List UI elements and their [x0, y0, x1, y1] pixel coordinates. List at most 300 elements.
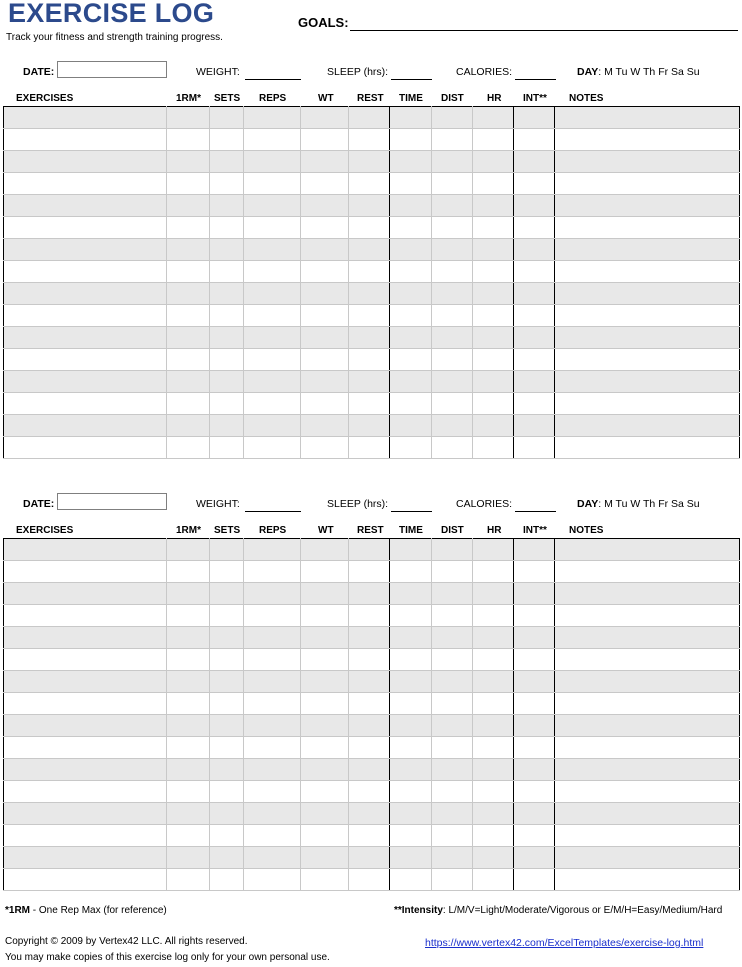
reps-cell[interactable] — [244, 283, 301, 305]
exercise-cell[interactable] — [4, 671, 167, 693]
dist-cell[interactable] — [432, 583, 473, 605]
notes-cell[interactable] — [555, 583, 740, 605]
notes-cell[interactable] — [555, 627, 740, 649]
time-cell[interactable] — [390, 627, 432, 649]
wt-cell[interactable] — [301, 107, 349, 129]
int-cell[interactable] — [514, 803, 555, 825]
int-cell[interactable] — [514, 261, 555, 283]
dist-cell[interactable] — [432, 151, 473, 173]
dist-cell[interactable] — [432, 371, 473, 393]
rest-cell[interactable] — [349, 825, 390, 847]
rest-cell[interactable] — [349, 627, 390, 649]
day-mon[interactable]: M — [604, 498, 613, 510]
notes-cell[interactable] — [555, 737, 740, 759]
hr-cell[interactable] — [473, 605, 514, 627]
sleep-input[interactable] — [391, 79, 432, 80]
sets-cell[interactable] — [210, 693, 244, 715]
rest-cell[interactable] — [349, 737, 390, 759]
sets-cell[interactable] — [210, 737, 244, 759]
time-cell[interactable] — [390, 261, 432, 283]
hr-cell[interactable] — [473, 195, 514, 217]
notes-cell[interactable] — [555, 693, 740, 715]
dist-cell[interactable] — [432, 195, 473, 217]
exercise-cell[interactable] — [4, 327, 167, 349]
notes-cell[interactable] — [555, 649, 740, 671]
sleep-input[interactable] — [391, 511, 432, 512]
hr-cell[interactable] — [473, 151, 514, 173]
1rm-cell[interactable] — [167, 107, 210, 129]
time-cell[interactable] — [390, 195, 432, 217]
exercise-cell[interactable] — [4, 693, 167, 715]
wt-cell[interactable] — [301, 693, 349, 715]
day-thu[interactable]: Th — [643, 498, 656, 510]
wt-cell[interactable] — [301, 173, 349, 195]
calories-input[interactable] — [515, 511, 556, 512]
exercise-cell[interactable] — [4, 217, 167, 239]
weight-input[interactable] — [245, 511, 301, 512]
day-sat[interactable]: Sa — [671, 66, 684, 78]
notes-cell[interactable] — [555, 561, 740, 583]
reps-cell[interactable] — [244, 151, 301, 173]
1rm-cell[interactable] — [167, 671, 210, 693]
hr-cell[interactable] — [473, 825, 514, 847]
hr-cell[interactable] — [473, 349, 514, 371]
wt-cell[interactable] — [301, 869, 349, 891]
time-cell[interactable] — [390, 671, 432, 693]
int-cell[interactable] — [514, 349, 555, 371]
int-cell[interactable] — [514, 869, 555, 891]
dist-cell[interactable] — [432, 649, 473, 671]
hr-cell[interactable] — [473, 371, 514, 393]
notes-cell[interactable] — [555, 759, 740, 781]
notes-cell[interactable] — [555, 847, 740, 869]
1rm-cell[interactable] — [167, 759, 210, 781]
1rm-cell[interactable] — [167, 583, 210, 605]
time-cell[interactable] — [390, 283, 432, 305]
rest-cell[interactable] — [349, 869, 390, 891]
dist-cell[interactable] — [432, 847, 473, 869]
wt-cell[interactable] — [301, 781, 349, 803]
hr-cell[interactable] — [473, 671, 514, 693]
sets-cell[interactable] — [210, 803, 244, 825]
notes-cell[interactable] — [555, 825, 740, 847]
day-fri[interactable]: Fr — [658, 498, 669, 510]
time-cell[interactable] — [390, 869, 432, 891]
time-cell[interactable] — [390, 803, 432, 825]
dist-cell[interactable] — [432, 107, 473, 129]
rest-cell[interactable] — [349, 415, 390, 437]
reps-cell[interactable] — [244, 869, 301, 891]
wt-cell[interactable] — [301, 649, 349, 671]
day-wed[interactable]: W — [630, 498, 641, 510]
hr-cell[interactable] — [473, 239, 514, 261]
1rm-cell[interactable] — [167, 305, 210, 327]
time-cell[interactable] — [390, 583, 432, 605]
wt-cell[interactable] — [301, 129, 349, 151]
1rm-cell[interactable] — [167, 239, 210, 261]
hr-cell[interactable] — [473, 305, 514, 327]
int-cell[interactable] — [514, 283, 555, 305]
reps-cell[interactable] — [244, 261, 301, 283]
reps-cell[interactable] — [244, 693, 301, 715]
reps-cell[interactable] — [244, 217, 301, 239]
exercise-cell[interactable] — [4, 305, 167, 327]
wt-cell[interactable] — [301, 715, 349, 737]
time-cell[interactable] — [390, 539, 432, 561]
sets-cell[interactable] — [210, 437, 244, 459]
dist-cell[interactable] — [432, 693, 473, 715]
wt-cell[interactable] — [301, 327, 349, 349]
1rm-cell[interactable] — [167, 737, 210, 759]
wt-cell[interactable] — [301, 195, 349, 217]
wt-cell[interactable] — [301, 759, 349, 781]
dist-cell[interactable] — [432, 437, 473, 459]
dist-cell[interactable] — [432, 393, 473, 415]
sets-cell[interactable] — [210, 283, 244, 305]
exercise-cell[interactable] — [4, 371, 167, 393]
rest-cell[interactable] — [349, 671, 390, 693]
rest-cell[interactable] — [349, 583, 390, 605]
dist-cell[interactable] — [432, 327, 473, 349]
reps-cell[interactable] — [244, 371, 301, 393]
rest-cell[interactable] — [349, 239, 390, 261]
1rm-cell[interactable] — [167, 283, 210, 305]
1rm-cell[interactable] — [167, 129, 210, 151]
rest-cell[interactable] — [349, 217, 390, 239]
1rm-cell[interactable] — [167, 825, 210, 847]
day-thu[interactable]: Th — [643, 66, 656, 78]
exercise-cell[interactable] — [4, 583, 167, 605]
1rm-cell[interactable] — [167, 195, 210, 217]
rest-cell[interactable] — [349, 715, 390, 737]
day-tue[interactable]: Tu — [615, 66, 628, 78]
rest-cell[interactable] — [349, 539, 390, 561]
date-input[interactable] — [57, 493, 167, 510]
day-fri[interactable]: Fr — [658, 66, 669, 78]
exercise-cell[interactable] — [4, 715, 167, 737]
sets-cell[interactable] — [210, 107, 244, 129]
hr-cell[interactable] — [473, 217, 514, 239]
sets-cell[interactable] — [210, 173, 244, 195]
rest-cell[interactable] — [349, 195, 390, 217]
1rm-cell[interactable] — [167, 561, 210, 583]
sets-cell[interactable] — [210, 195, 244, 217]
exercise-cell[interactable] — [4, 869, 167, 891]
reps-cell[interactable] — [244, 305, 301, 327]
notes-cell[interactable] — [555, 217, 740, 239]
rest-cell[interactable] — [349, 151, 390, 173]
exercise-cell[interactable] — [4, 107, 167, 129]
sets-cell[interactable] — [210, 781, 244, 803]
hr-cell[interactable] — [473, 327, 514, 349]
1rm-cell[interactable] — [167, 539, 210, 561]
int-cell[interactable] — [514, 151, 555, 173]
time-cell[interactable] — [390, 715, 432, 737]
exercise-cell[interactable] — [4, 759, 167, 781]
exercise-cell[interactable] — [4, 649, 167, 671]
exercise-cell[interactable] — [4, 195, 167, 217]
dist-cell[interactable] — [432, 283, 473, 305]
1rm-cell[interactable] — [167, 261, 210, 283]
sets-cell[interactable] — [210, 305, 244, 327]
time-cell[interactable] — [390, 415, 432, 437]
day-sat[interactable]: Sa — [671, 498, 684, 510]
1rm-cell[interactable] — [167, 217, 210, 239]
day-sun[interactable]: Su — [686, 498, 700, 510]
time-cell[interactable] — [390, 605, 432, 627]
int-cell[interactable] — [514, 371, 555, 393]
notes-cell[interactable] — [555, 107, 740, 129]
reps-cell[interactable] — [244, 627, 301, 649]
notes-cell[interactable] — [555, 803, 740, 825]
hr-cell[interactable] — [473, 283, 514, 305]
exercise-cell[interactable] — [4, 825, 167, 847]
1rm-cell[interactable] — [167, 715, 210, 737]
notes-cell[interactable] — [555, 129, 740, 151]
exercise-cell[interactable] — [4, 415, 167, 437]
reps-cell[interactable] — [244, 803, 301, 825]
hr-cell[interactable] — [473, 693, 514, 715]
rest-cell[interactable] — [349, 693, 390, 715]
sets-cell[interactable] — [210, 561, 244, 583]
dist-cell[interactable] — [432, 561, 473, 583]
1rm-cell[interactable] — [167, 803, 210, 825]
dist-cell[interactable] — [432, 415, 473, 437]
hr-cell[interactable] — [473, 539, 514, 561]
1rm-cell[interactable] — [167, 437, 210, 459]
1rm-cell[interactable] — [167, 847, 210, 869]
dist-cell[interactable] — [432, 781, 473, 803]
sets-cell[interactable] — [210, 327, 244, 349]
rest-cell[interactable] — [349, 129, 390, 151]
1rm-cell[interactable] — [167, 627, 210, 649]
exercise-cell[interactable] — [4, 627, 167, 649]
exercise-cell[interactable] — [4, 605, 167, 627]
time-cell[interactable] — [390, 693, 432, 715]
int-cell[interactable] — [514, 217, 555, 239]
hr-cell[interactable] — [473, 261, 514, 283]
time-cell[interactable] — [390, 349, 432, 371]
rest-cell[interactable] — [349, 107, 390, 129]
wt-cell[interactable] — [301, 371, 349, 393]
exercise-cell[interactable] — [4, 539, 167, 561]
reps-cell[interactable] — [244, 539, 301, 561]
time-cell[interactable] — [390, 151, 432, 173]
wt-cell[interactable] — [301, 437, 349, 459]
exercise-cell[interactable] — [4, 561, 167, 583]
int-cell[interactable] — [514, 437, 555, 459]
time-cell[interactable] — [390, 393, 432, 415]
notes-cell[interactable] — [555, 173, 740, 195]
int-cell[interactable] — [514, 847, 555, 869]
int-cell[interactable] — [514, 195, 555, 217]
hr-cell[interactable] — [473, 847, 514, 869]
dist-cell[interactable] — [432, 627, 473, 649]
1rm-cell[interactable] — [167, 605, 210, 627]
rest-cell[interactable] — [349, 605, 390, 627]
sets-cell[interactable] — [210, 605, 244, 627]
1rm-cell[interactable] — [167, 173, 210, 195]
dist-cell[interactable] — [432, 261, 473, 283]
wt-cell[interactable] — [301, 583, 349, 605]
time-cell[interactable] — [390, 561, 432, 583]
1rm-cell[interactable] — [167, 327, 210, 349]
time-cell[interactable] — [390, 371, 432, 393]
dist-cell[interactable] — [432, 759, 473, 781]
notes-cell[interactable] — [555, 437, 740, 459]
dist-cell[interactable] — [432, 305, 473, 327]
notes-cell[interactable] — [555, 671, 740, 693]
1rm-cell[interactable] — [167, 415, 210, 437]
date-input[interactable] — [57, 61, 167, 78]
hr-cell[interactable] — [473, 715, 514, 737]
dist-cell[interactable] — [432, 803, 473, 825]
reps-cell[interactable] — [244, 327, 301, 349]
reps-cell[interactable] — [244, 107, 301, 129]
1rm-cell[interactable] — [167, 649, 210, 671]
hr-cell[interactable] — [473, 803, 514, 825]
reps-cell[interactable] — [244, 781, 301, 803]
sets-cell[interactable] — [210, 715, 244, 737]
sets-cell[interactable] — [210, 671, 244, 693]
sets-cell[interactable] — [210, 239, 244, 261]
wt-cell[interactable] — [301, 605, 349, 627]
day-wed[interactable]: W — [630, 66, 641, 78]
reps-cell[interactable] — [244, 847, 301, 869]
rest-cell[interactable] — [349, 349, 390, 371]
notes-cell[interactable] — [555, 539, 740, 561]
exercise-cell[interactable] — [4, 737, 167, 759]
time-cell[interactable] — [390, 305, 432, 327]
reps-cell[interactable] — [244, 561, 301, 583]
int-cell[interactable] — [514, 627, 555, 649]
sets-cell[interactable] — [210, 349, 244, 371]
wt-cell[interactable] — [301, 151, 349, 173]
dist-cell[interactable] — [432, 605, 473, 627]
notes-cell[interactable] — [555, 349, 740, 371]
hr-cell[interactable] — [473, 869, 514, 891]
rest-cell[interactable] — [349, 561, 390, 583]
int-cell[interactable] — [514, 393, 555, 415]
hr-cell[interactable] — [473, 583, 514, 605]
reps-cell[interactable] — [244, 583, 301, 605]
notes-cell[interactable] — [555, 415, 740, 437]
sets-cell[interactable] — [210, 627, 244, 649]
1rm-cell[interactable] — [167, 693, 210, 715]
notes-cell[interactable] — [555, 195, 740, 217]
1rm-cell[interactable] — [167, 151, 210, 173]
dist-cell[interactable] — [432, 715, 473, 737]
reps-cell[interactable] — [244, 825, 301, 847]
sets-cell[interactable] — [210, 649, 244, 671]
int-cell[interactable] — [514, 107, 555, 129]
exercise-cell[interactable] — [4, 803, 167, 825]
exercise-cell[interactable] — [4, 151, 167, 173]
calories-input[interactable] — [515, 79, 556, 80]
notes-cell[interactable] — [555, 305, 740, 327]
reps-cell[interactable] — [244, 349, 301, 371]
notes-cell[interactable] — [555, 393, 740, 415]
notes-cell[interactable] — [555, 261, 740, 283]
time-cell[interactable] — [390, 327, 432, 349]
rest-cell[interactable] — [349, 803, 390, 825]
wt-cell[interactable] — [301, 825, 349, 847]
time-cell[interactable] — [390, 173, 432, 195]
time-cell[interactable] — [390, 737, 432, 759]
dist-cell[interactable] — [432, 349, 473, 371]
wt-cell[interactable] — [301, 627, 349, 649]
sets-cell[interactable] — [210, 151, 244, 173]
rest-cell[interactable] — [349, 173, 390, 195]
time-cell[interactable] — [390, 825, 432, 847]
hr-cell[interactable] — [473, 415, 514, 437]
notes-cell[interactable] — [555, 605, 740, 627]
dist-cell[interactable] — [432, 671, 473, 693]
int-cell[interactable] — [514, 129, 555, 151]
dist-cell[interactable] — [432, 869, 473, 891]
wt-cell[interactable] — [301, 239, 349, 261]
1rm-cell[interactable] — [167, 869, 210, 891]
wt-cell[interactable] — [301, 415, 349, 437]
hr-cell[interactable] — [473, 649, 514, 671]
hr-cell[interactable] — [473, 129, 514, 151]
exercise-cell[interactable] — [4, 261, 167, 283]
dist-cell[interactable] — [432, 217, 473, 239]
rest-cell[interactable] — [349, 847, 390, 869]
time-cell[interactable] — [390, 129, 432, 151]
notes-cell[interactable] — [555, 781, 740, 803]
sets-cell[interactable] — [210, 583, 244, 605]
int-cell[interactable] — [514, 715, 555, 737]
time-cell[interactable] — [390, 217, 432, 239]
int-cell[interactable] — [514, 583, 555, 605]
goals-field[interactable] — [350, 30, 738, 31]
dist-cell[interactable] — [432, 539, 473, 561]
wt-cell[interactable] — [301, 803, 349, 825]
notes-cell[interactable] — [555, 869, 740, 891]
dist-cell[interactable] — [432, 129, 473, 151]
wt-cell[interactable] — [301, 737, 349, 759]
wt-cell[interactable] — [301, 393, 349, 415]
reps-cell[interactable] — [244, 195, 301, 217]
rest-cell[interactable] — [349, 393, 390, 415]
reps-cell[interactable] — [244, 239, 301, 261]
int-cell[interactable] — [514, 759, 555, 781]
sets-cell[interactable] — [210, 825, 244, 847]
rest-cell[interactable] — [349, 305, 390, 327]
wt-cell[interactable] — [301, 539, 349, 561]
reps-cell[interactable] — [244, 415, 301, 437]
dist-cell[interactable] — [432, 239, 473, 261]
weight-input[interactable] — [245, 79, 301, 80]
notes-cell[interactable] — [555, 283, 740, 305]
reps-cell[interactable] — [244, 129, 301, 151]
wt-cell[interactable] — [301, 561, 349, 583]
int-cell[interactable] — [514, 327, 555, 349]
wt-cell[interactable] — [301, 671, 349, 693]
sets-cell[interactable] — [210, 415, 244, 437]
hr-cell[interactable] — [473, 173, 514, 195]
exercise-cell[interactable] — [4, 129, 167, 151]
int-cell[interactable] — [514, 239, 555, 261]
rest-cell[interactable] — [349, 759, 390, 781]
reps-cell[interactable] — [244, 715, 301, 737]
rest-cell[interactable] — [349, 283, 390, 305]
int-cell[interactable] — [514, 693, 555, 715]
hr-cell[interactable] — [473, 781, 514, 803]
reps-cell[interactable] — [244, 649, 301, 671]
reps-cell[interactable] — [244, 759, 301, 781]
